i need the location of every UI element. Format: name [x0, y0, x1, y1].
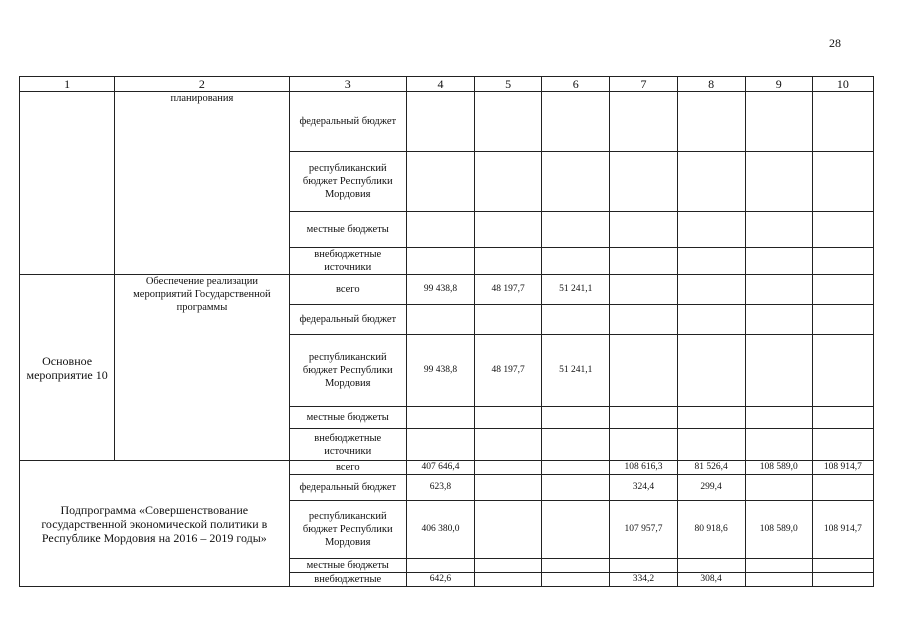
amount-cell — [406, 212, 474, 248]
amount-cell — [542, 461, 610, 475]
funding-source-cell: федеральный бюджет — [289, 305, 406, 335]
funding-source-cell: всего — [289, 275, 406, 305]
amount-cell — [542, 305, 610, 335]
funding-source-cell: федеральный бюджет — [289, 92, 406, 152]
header-cell: 7 — [610, 77, 677, 92]
amount-cell: 308,4 — [677, 573, 745, 587]
amount-cell — [610, 407, 677, 429]
amount-cell — [745, 573, 812, 587]
amount-cell — [812, 152, 873, 212]
amount-cell — [475, 407, 542, 429]
page-number: 28 — [829, 36, 841, 50]
amount-cell — [610, 275, 677, 305]
header-cell: 9 — [745, 77, 812, 92]
amount-cell — [475, 305, 542, 335]
amount-cell: 108 589,0 — [745, 501, 812, 559]
amount-cell — [475, 501, 542, 559]
amount-cell — [406, 429, 474, 461]
amount-cell — [542, 559, 610, 573]
amount-cell: 108 589,0 — [745, 461, 812, 475]
amount-cell: 334,2 — [610, 573, 677, 587]
amount-cell: 108 914,7 — [812, 501, 873, 559]
amount-cell — [812, 559, 873, 573]
amount-cell: 48 197,7 — [475, 275, 542, 305]
amount-cell — [542, 573, 610, 587]
funding-source-cell: всего — [289, 461, 406, 475]
amount-cell — [677, 429, 745, 461]
amount-cell — [677, 152, 745, 212]
amount-cell — [677, 305, 745, 335]
amount-cell — [677, 335, 745, 407]
amount-cell: 623,8 — [406, 475, 474, 501]
amount-cell — [745, 212, 812, 248]
amount-cell — [812, 573, 873, 587]
header-cell: 8 — [677, 77, 745, 92]
amount-cell — [610, 335, 677, 407]
amount-cell: 407 646,4 — [406, 461, 474, 475]
amount-cell — [475, 429, 542, 461]
amount-cell — [610, 212, 677, 248]
funding-source-cell: федеральный бюджет — [289, 475, 406, 501]
amount-cell — [475, 559, 542, 573]
program-name-cell: Подпрограмма «Совершенствование государственной экономической политики в Республике Мордовия на 2016 – 2019 годы» — [20, 461, 290, 587]
amount-cell — [745, 429, 812, 461]
amount-cell: 108 616,3 — [610, 461, 677, 475]
amount-cell — [406, 92, 474, 152]
amount-cell — [542, 429, 610, 461]
table-row — [20, 461, 874, 475]
table-row — [20, 275, 874, 305]
amount-cell — [677, 212, 745, 248]
amount-cell — [677, 559, 745, 573]
header-cell: 1 — [20, 77, 115, 92]
funding-source-cell: местные бюджеты — [289, 559, 406, 573]
amount-cell — [542, 501, 610, 559]
amount-cell — [745, 152, 812, 212]
amount-cell: 51 241,1 — [542, 335, 610, 407]
amount-cell: 80 918,6 — [677, 501, 745, 559]
funding-source-cell: местные бюджеты — [289, 407, 406, 429]
amount-cell — [812, 429, 873, 461]
amount-cell: 99 438,8 — [406, 275, 474, 305]
amount-cell — [406, 152, 474, 212]
amount-cell — [542, 407, 610, 429]
amount-cell: 406 380,0 — [406, 501, 474, 559]
amount-cell — [812, 212, 873, 248]
amount-cell: 48 197,7 — [475, 335, 542, 407]
amount-cell — [745, 92, 812, 152]
amount-cell — [475, 152, 542, 212]
funding-source-cell: республиканский бюджет Республики Мордовия — [289, 152, 406, 212]
header-row — [20, 77, 874, 92]
activity-name-cell: планирования — [115, 92, 289, 275]
amount-cell — [745, 275, 812, 305]
amount-cell — [812, 335, 873, 407]
amount-cell — [475, 92, 542, 152]
amount-cell — [677, 92, 745, 152]
amount-cell: 99 438,8 — [406, 335, 474, 407]
amount-cell — [610, 92, 677, 152]
funding-source-cell: внебюджетные источники — [289, 248, 406, 275]
amount-cell — [542, 92, 610, 152]
amount-cell: 324,4 — [610, 475, 677, 501]
funding-source-cell: республиканский бюджет Республики Мордовия — [289, 501, 406, 559]
amount-cell — [542, 212, 610, 248]
amount-cell — [475, 212, 542, 248]
amount-cell — [610, 305, 677, 335]
amount-cell — [406, 559, 474, 573]
amount-cell — [812, 305, 873, 335]
budget-table — [19, 76, 874, 587]
amount-cell — [812, 275, 873, 305]
activity-number-cell: Основное мероприятие 10 — [20, 275, 115, 461]
funding-source-cell: республиканский бюджет Республики Мордовия — [289, 335, 406, 407]
amount-cell — [745, 407, 812, 429]
activity-number-cell — [20, 92, 115, 275]
header-cell: 2 — [115, 77, 289, 92]
amount-cell — [812, 475, 873, 501]
amount-cell — [677, 407, 745, 429]
amount-cell — [475, 248, 542, 275]
header-cell: 3 — [289, 77, 406, 92]
amount-cell — [610, 152, 677, 212]
amount-cell — [475, 573, 542, 587]
amount-cell — [677, 248, 745, 275]
amount-cell — [812, 248, 873, 275]
amount-cell — [745, 305, 812, 335]
amount-cell — [745, 248, 812, 275]
amount-cell — [542, 475, 610, 501]
activity-name-cell: Обеспечение реализации мероприятий Государственной программы — [115, 275, 289, 461]
amount-cell — [542, 152, 610, 212]
amount-cell: 81 526,4 — [677, 461, 745, 475]
header-cell: 5 — [475, 77, 542, 92]
amount-cell: 108 914,7 — [812, 461, 873, 475]
amount-cell — [406, 248, 474, 275]
header-cell: 6 — [542, 77, 610, 92]
amount-cell — [542, 248, 610, 275]
header-cell: 10 — [812, 77, 873, 92]
table-body — [20, 77, 874, 587]
amount-cell — [677, 275, 745, 305]
funding-source-cell: внебюджетные — [289, 573, 406, 587]
amount-cell — [475, 461, 542, 475]
amount-cell — [812, 407, 873, 429]
table-row — [20, 92, 874, 152]
amount-cell — [406, 407, 474, 429]
amount-cell: 299,4 — [677, 475, 745, 501]
amount-cell: 642,6 — [406, 573, 474, 587]
amount-cell — [610, 559, 677, 573]
amount-cell — [475, 475, 542, 501]
header-cell: 4 — [406, 77, 474, 92]
amount-cell — [812, 92, 873, 152]
amount-cell — [745, 559, 812, 573]
amount-cell — [610, 248, 677, 275]
amount-cell — [745, 335, 812, 407]
amount-cell — [406, 305, 474, 335]
amount-cell — [745, 475, 812, 501]
amount-cell: 107 957,7 — [610, 501, 677, 559]
funding-source-cell: внебюджетные источники — [289, 429, 406, 461]
amount-cell: 51 241,1 — [542, 275, 610, 305]
funding-source-cell: местные бюджеты — [289, 212, 406, 248]
amount-cell — [610, 429, 677, 461]
